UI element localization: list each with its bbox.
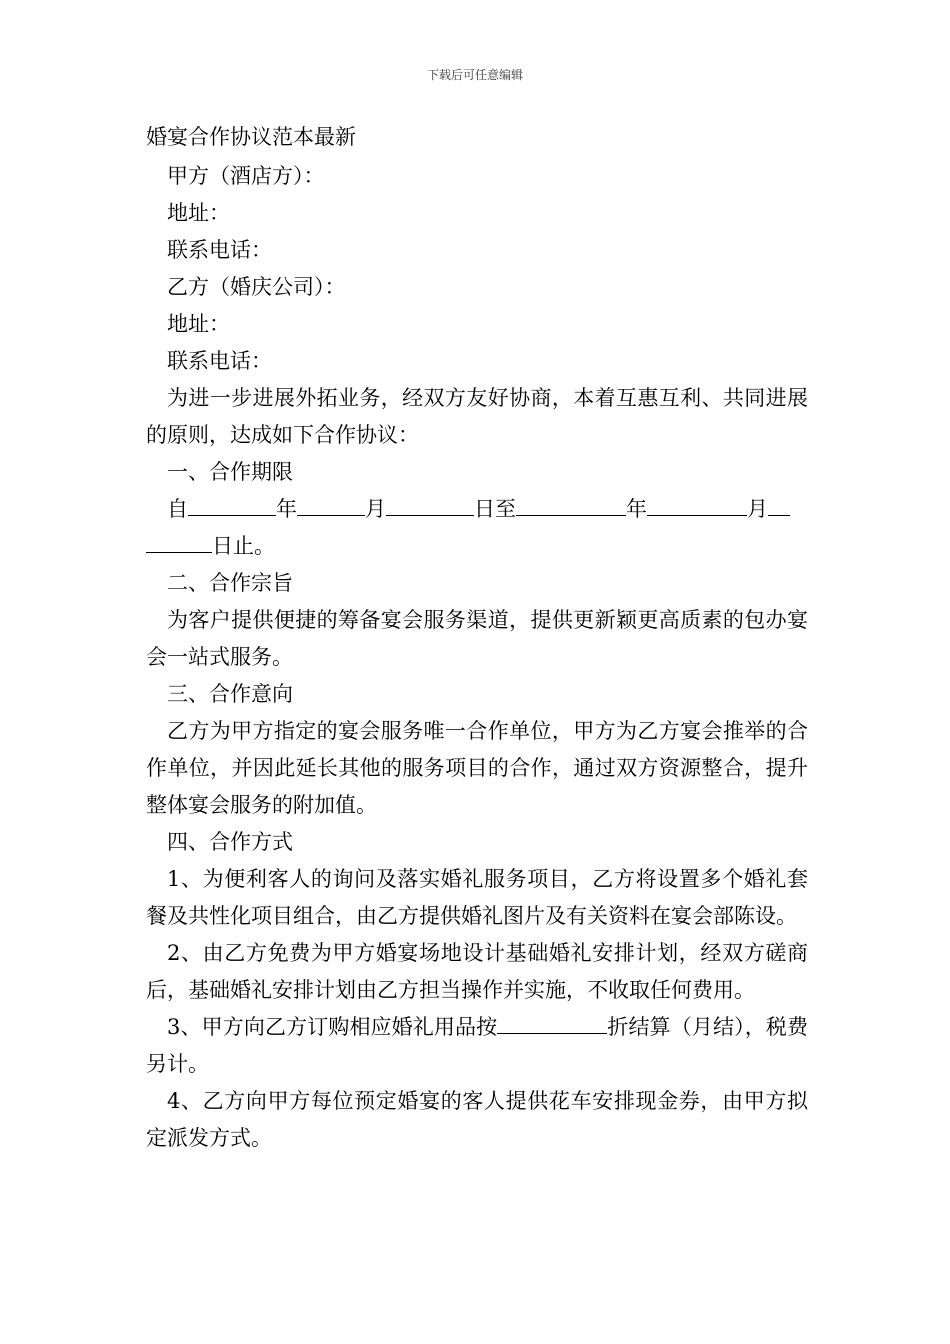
- start-month-blank: [297, 496, 365, 516]
- start-day-blank: [386, 496, 474, 516]
- party-a-address: 地址：: [167, 201, 230, 225]
- party-a-phone: 联系电话：: [167, 238, 272, 262]
- term-text: 月: [747, 497, 768, 521]
- term-text: 年: [626, 497, 647, 521]
- term-text: 年: [276, 497, 297, 521]
- section-2-heading: 二、合作宗旨: [167, 571, 293, 595]
- section-2-text: 为客户提供便捷的筹备宴会服务渠道，提供更新颖更高质素的包办宴会一站式服务。: [146, 608, 808, 669]
- party-b-label: 乙方（婚庆公司）：: [167, 275, 346, 299]
- party-b-address: 地址：: [167, 312, 230, 336]
- preamble-paragraph: 为进一步进展外拓业务，经双方友好协商，本着互惠互利、共同进展的原则，达成如下合作协议：: [146, 386, 808, 447]
- section-3-heading: 三、合作意向: [167, 682, 293, 706]
- term-paragraph: [146, 491, 808, 565]
- party-b-phone: 联系电话：: [167, 349, 272, 373]
- term-text: 月: [365, 497, 386, 521]
- document-title: 婚宴合作协议范本最新: [146, 125, 356, 149]
- party-a-label: 甲方（酒店方）：: [167, 164, 325, 188]
- section-4-item-2: 2、由乙方免费为甲方婚宴场地设计基础婚礼安排计划，经双方磋商后，基础婚礼安排计划由乙方担当操作并实施，不收取任何费用。: [146, 941, 808, 1002]
- section-4-heading: 四、合作方式: [167, 830, 293, 854]
- section-4-item-1: 1、为便利客人的询问及落实婚礼服务项目，乙方将设置多个婚礼套餐及共性化项目组合，由乙方提供婚礼图片及有关资料在宴会部陈设。: [146, 867, 808, 928]
- section-3-text: 乙方为甲方指定的宴会服务唯一合作单位，甲方为乙方宴会推举的合作单位，并因此延长其他的服务项目的合作，通过双方资源整合，提升整体宴会服务的附加值。: [146, 719, 808, 817]
- start-year-blank: [188, 496, 276, 516]
- end-month-blank: [647, 496, 747, 516]
- term-text: 日至: [474, 497, 516, 521]
- term-text: 日止。: [212, 534, 275, 558]
- end-year-blank: [516, 496, 626, 516]
- term-text: 自: [167, 497, 188, 521]
- end-day-blank-continued: [146, 533, 212, 553]
- section-4-item-3: [146, 1009, 808, 1083]
- item-3-text-before: 3、甲方向乙方订购相应婚礼用品按: [167, 1015, 498, 1039]
- document-body: [146, 158, 808, 1157]
- discount-blank: [497, 1014, 607, 1034]
- section-4-item-4: 4、乙方向甲方每位预定婚宴的客人提供花车安排现金券，由甲方拟定派发方式。: [146, 1089, 808, 1150]
- section-1-heading: 一、合作期限: [167, 460, 293, 484]
- header-note: 下载后可任意编辑: [426, 68, 523, 82]
- item-3-text-after: 折结算（月结），税费另计。: [146, 1015, 808, 1076]
- end-day-blank: [768, 496, 790, 516]
